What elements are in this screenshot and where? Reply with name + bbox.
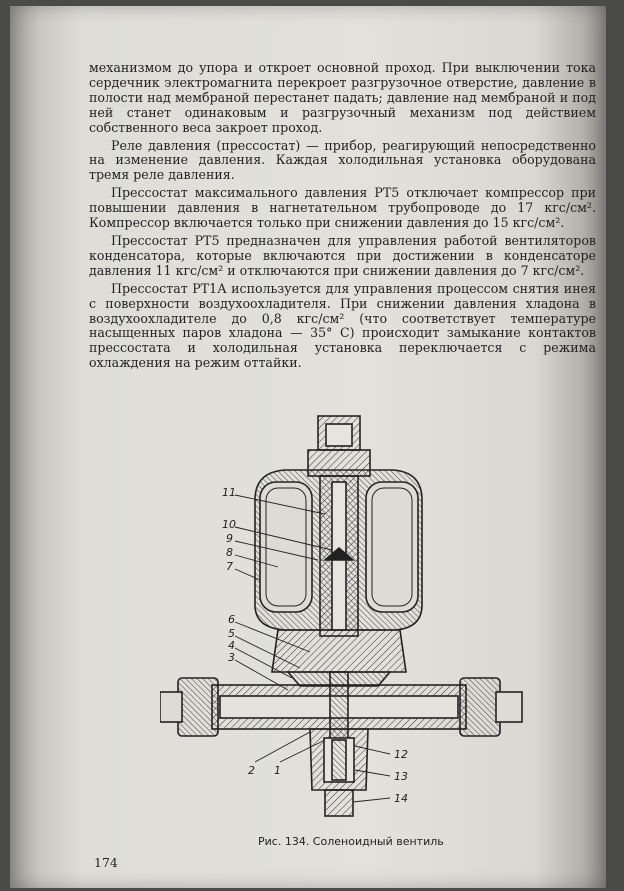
- valve-drawing: [160, 416, 522, 816]
- callout-label: 12: [394, 748, 408, 761]
- callout-label: 6: [228, 613, 235, 626]
- figure-caption: Рис. 134. Соленоидный вентиль: [258, 835, 444, 848]
- callout-label: 1: [274, 764, 281, 777]
- callout-label: 2: [248, 764, 255, 777]
- callout-label: 3: [228, 651, 235, 664]
- paragraph: механизмом до упора и откроет основной проход. При выключении тока сердечник электромагнита перекроет разгрузочное отверстие, давление в полости над мембраной перестанет падать; давление над мембраной и под ней станет одинаковым и разгрузочный механизм под действием собственного веса закроет проход.: [89, 60, 596, 135]
- callout-label: 14: [394, 792, 408, 805]
- callout-label: 10: [222, 518, 236, 531]
- body-text: [89, 61, 596, 374]
- callout-label: 5: [228, 627, 235, 640]
- callout-label: 13: [394, 770, 408, 783]
- paragraph: Реле давления (прессостат) — прибор, реагирующий непосредственно на изменение давления. Каждая холодильная установка оборудована тремя реле давления.: [89, 137, 596, 183]
- callout-label: 11: [222, 486, 236, 499]
- book-page: [10, 6, 606, 888]
- solenoid-valve-diagram: [160, 410, 540, 830]
- callout-label: 7: [226, 560, 233, 573]
- page-number: 174: [94, 855, 118, 870]
- paragraph: Прессостат РТ1А используется для управления процессом снятия инея с поверхности воздухоохладителя. При снижении давления хладона в воздухоохладителе до 0,8 кгс/см² (что соответствует температуре насыщенных паров хладона — 35° С) происходит замыкание контактов прессостата и холодильная установка переключается с режима охлаждения на режим оттайки.: [89, 280, 596, 371]
- callout-label: 9: [226, 532, 233, 545]
- callout-label: 8: [226, 546, 233, 559]
- paragraph: Прессостат РТ5 предназначен для управления работой вентиляторов конденсатора, которые включаются при достижении в конденсаторе давления 11 кгс/см² и отключаются при снижении давления до 7 кгс/см².: [89, 232, 596, 278]
- paragraph: Прессостат максимального давления РТ5 отключает компрессор при повышении давления в нагнетательном трубопроводе до 17 кгс/см². Компрессор включается только при снижении давления до 15 кгс/см².: [89, 185, 596, 231]
- callout-label: 4: [228, 639, 235, 652]
